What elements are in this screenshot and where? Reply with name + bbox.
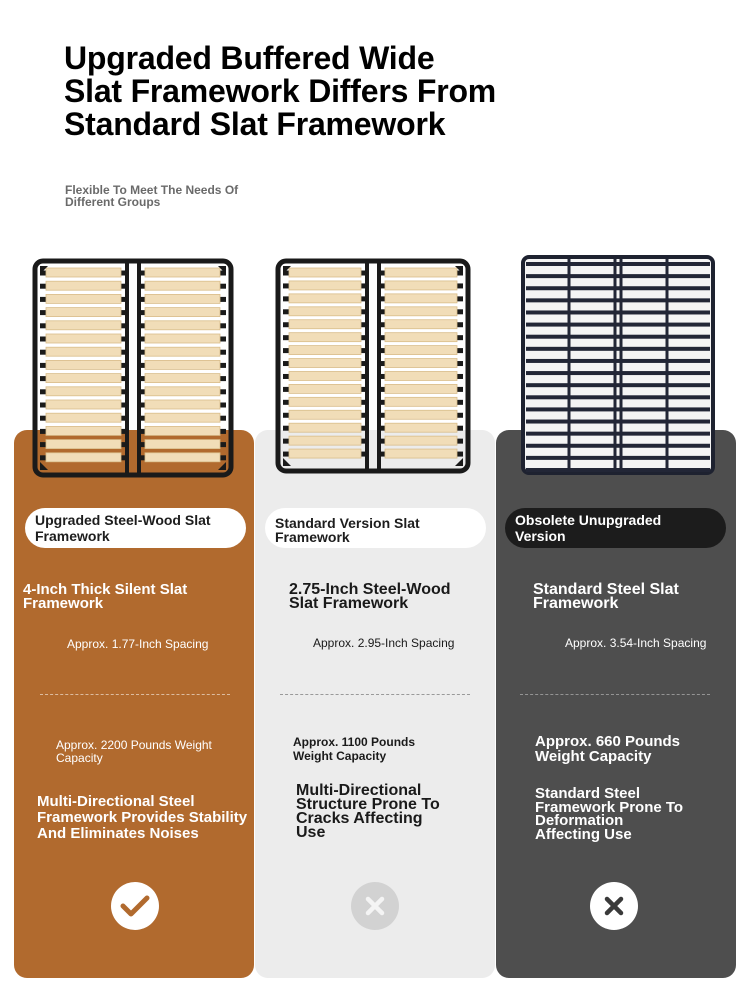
divider: [40, 694, 230, 695]
label-upgraded: Upgraded Steel-Wood Slat Framework: [25, 508, 246, 548]
subtitle: Flexible To Meet The Needs Of Different Groups: [65, 183, 239, 209]
description-obsolete: Standard Steel Framework Prone To Deformation Affecting Use: [535, 785, 684, 843]
wood-slat-frame-image: [275, 258, 471, 474]
spacing-obsolete: Approx. 3.54-Inch Spacing: [565, 636, 707, 650]
wood-slat-frame-image: [32, 258, 234, 478]
description-standard: Multi-Directional Structure Prone To Cracks Affecting Use: [296, 782, 440, 841]
weight-obsolete: Approx. 660 Pounds Weight Capacity: [535, 733, 681, 765]
slat-type-obsolete: Standard Steel Slat Framework: [533, 581, 679, 612]
label-obsolete: Obsolete Unupgraded Version: [505, 508, 726, 548]
spacing-upgraded: Approx. 1.77-Inch Spacing: [67, 637, 209, 651]
spacing-standard: Approx. 2.95-Inch Spacing: [313, 636, 455, 650]
divider: [280, 694, 470, 695]
weight-standard: Approx. 1100 Pounds Weight Capacity: [293, 735, 416, 763]
check-icon: [111, 882, 159, 930]
divider: [520, 694, 710, 695]
cross-icon: [590, 882, 638, 930]
label-standard: Standard Version Slat Framework: [265, 508, 486, 548]
steel-slat-frame-image: [520, 254, 716, 476]
slat-type-upgraded: 4-Inch Thick Silent Slat Framework: [23, 581, 188, 612]
cross-icon: [351, 882, 399, 930]
slat-type-standard: 2.75-Inch Steel-Wood Slat Framework: [289, 581, 451, 612]
weight-upgraded: Approx. 2200 Pounds Weight Capacity: [56, 738, 212, 765]
page-title: Upgraded Buffered Wide Slat Framework Differs From Standard Slat Framework: [64, 40, 497, 142]
description-upgraded: Multi-Directional Steel Framework Provides Stability And Eliminates Noises: [37, 793, 248, 842]
